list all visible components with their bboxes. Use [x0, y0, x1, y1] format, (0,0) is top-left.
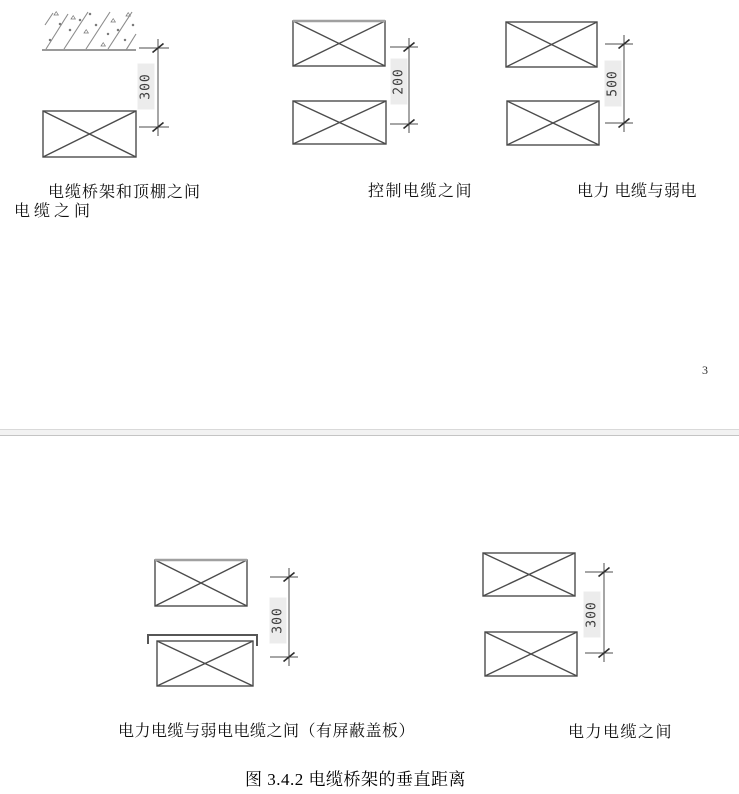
- label-top-right: 电力 电缆与弱电: [577, 183, 698, 200]
- cable-tray-top-middle-upper: [293, 21, 385, 66]
- cable-tray-top-left: [43, 111, 136, 157]
- cable-tray-top-right-lower: [507, 101, 599, 145]
- page-break-divider: [0, 429, 739, 436]
- cable-tray-bottom-right-lower: [485, 632, 577, 676]
- dimension-value-top-left: 300: [138, 64, 155, 110]
- dimension-value-bottom-left: 300: [270, 598, 287, 644]
- dimension-value-bottom-right: 300: [584, 592, 601, 638]
- label-top-middle: 控制电缆之间: [368, 183, 474, 200]
- cable-tray-bottom-left-upper: [155, 560, 247, 606]
- cable-tray-top-middle-lower: [293, 101, 386, 144]
- dimension-value-top-right: 500: [605, 61, 622, 107]
- cable-tray-top-right-upper: [506, 22, 597, 67]
- label-bottom-left: 电力电缆与弱电电缆之间（有屏蔽盖板）: [118, 723, 416, 740]
- label-top-left-line2: 电缆之间: [14, 203, 95, 220]
- figure-caption: 图 3.4.2 电缆桥架的垂直距离: [245, 770, 466, 789]
- cable-tray-bottom-right-upper: [483, 553, 575, 596]
- dimension-value-top-middle: 200: [391, 59, 408, 105]
- label-bottom-right: 电力电缆之间: [568, 724, 674, 741]
- page-number: 3: [702, 363, 708, 377]
- label-top-left-line1: 电缆桥架和顶棚之间: [48, 184, 202, 201]
- cable-tray-bottom-left-lower: [157, 641, 253, 686]
- ceiling-hatch: [42, 12, 136, 50]
